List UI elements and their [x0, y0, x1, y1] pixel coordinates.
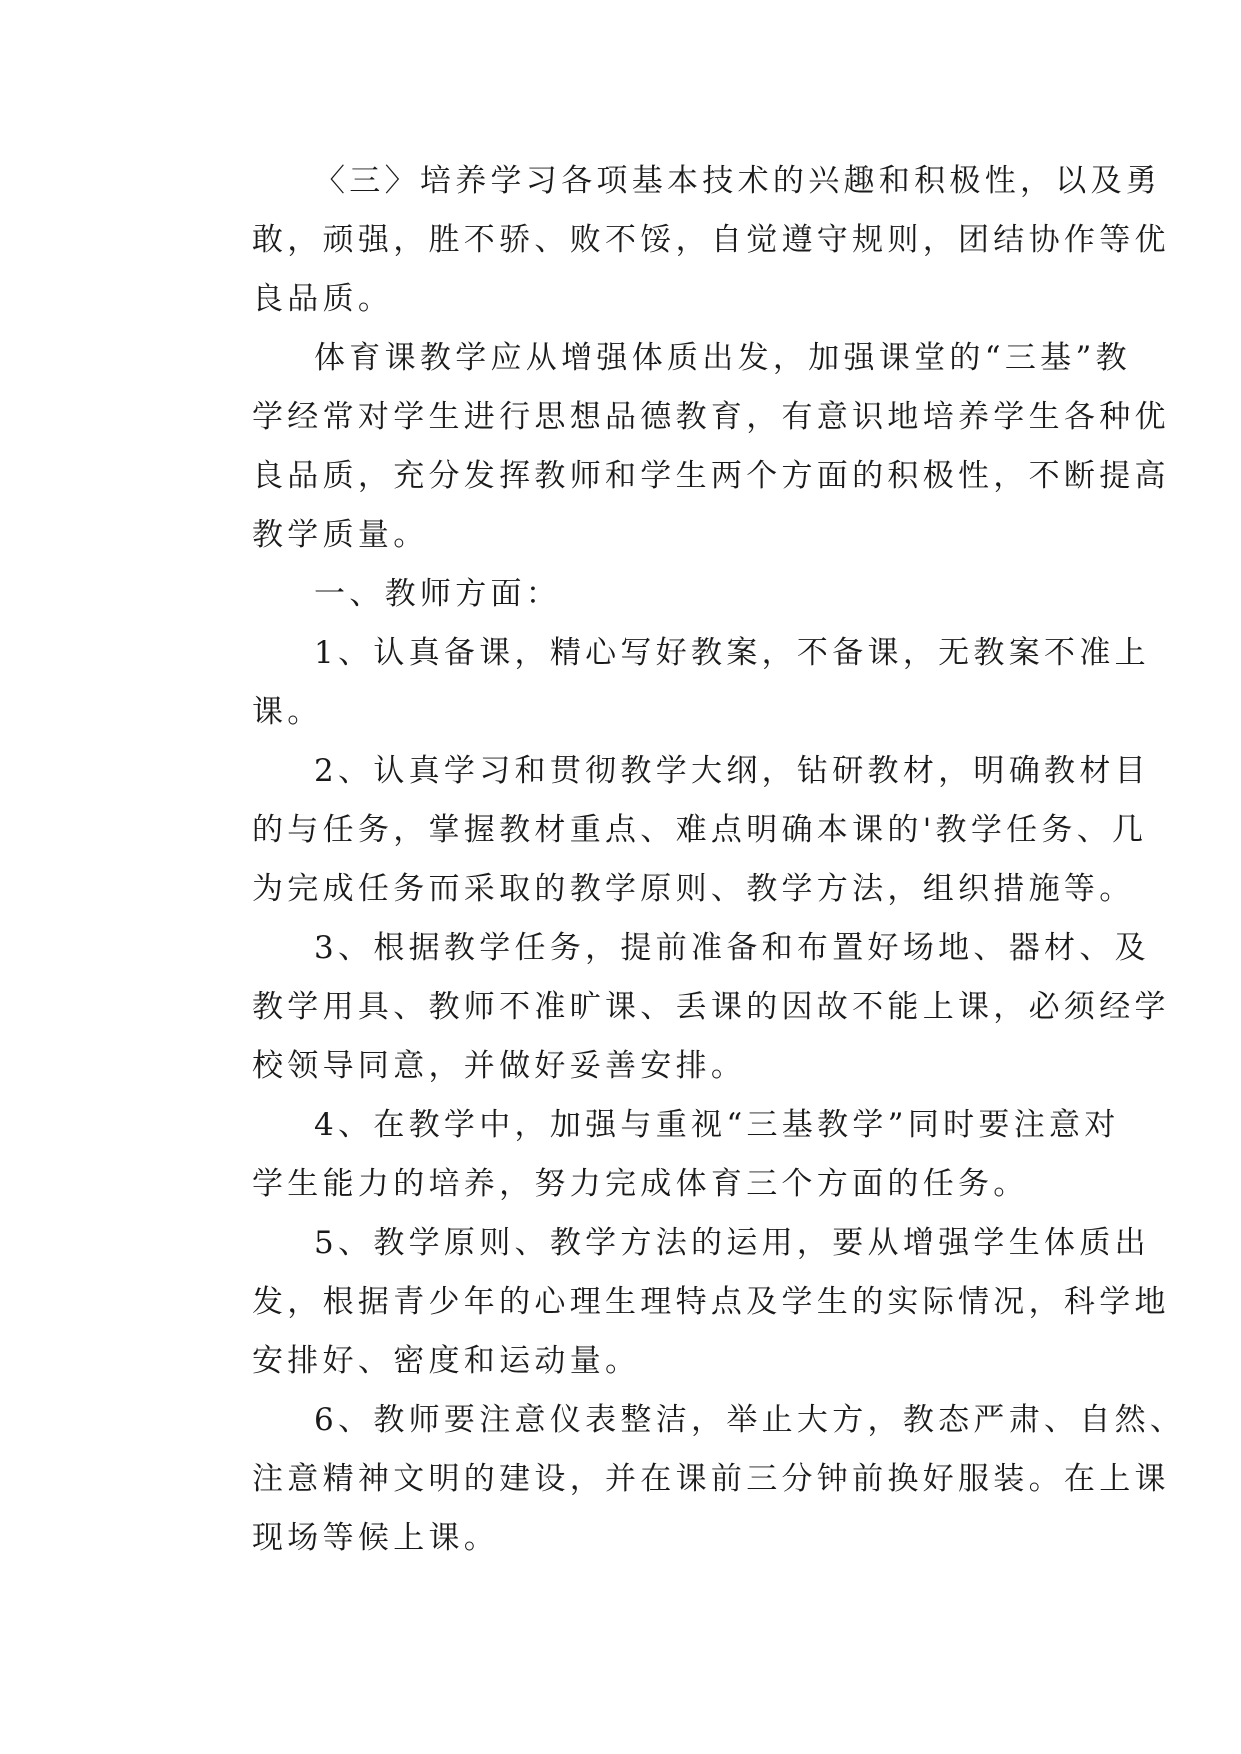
text-line: 5、教学原则、教学方法的运用，要从增强学生体质出 [314, 1225, 1150, 1261]
text-line: 3、根据教学任务，提前准备和布置好场地、器材、及 [314, 930, 1150, 966]
text-line: 〈三〉培养学习各项基本技术的兴趣和积极性，以及勇 [314, 163, 1162, 199]
paragraph-objective-three [190, 152, 1170, 329]
text-line: 现场等候上课。 [252, 1520, 500, 1556]
text-line: 6、教师要注意仪表整洁，举止大方，教态严肃、自然、 [314, 1402, 1186, 1438]
document-body [190, 152, 1186, 1568]
paragraph-pe-teaching-intro [190, 329, 1170, 565]
text-line: 体育课教学应从增强体质出发，加强课堂的“三基”教 [314, 340, 1131, 376]
text-line: 良品质。 [252, 281, 394, 317]
section-heading-teacher [190, 565, 1050, 624]
list-item-4 [190, 1096, 1120, 1214]
text-line: 敢，顽强，胜不骄、败不馁，自觉遵守规则，团结协作等优 [252, 222, 1170, 258]
text-line: 2、认真学习和贯彻教学大纲，钻研教材，明确教材目 [314, 753, 1150, 789]
list-item-3 [190, 919, 1170, 1096]
text-line: 校领导同意，并做好妥善安排。 [252, 1048, 747, 1084]
text-line: 一、教师方面： [314, 576, 562, 612]
text-line: 安排好、密度和运动量。 [252, 1343, 641, 1379]
text-line: 4、在教学中，加强与重视“三基教学”同时要注意对 [314, 1107, 1120, 1143]
list-item-6 [190, 1391, 1186, 1568]
list-item-2 [190, 742, 1150, 919]
text-line: 学生能力的培养，努力完成体育三个方面的任务。 [252, 1166, 1029, 1202]
text-line: 学经常对学生进行思想品德教育，有意识地培养学生各种优 [252, 399, 1170, 435]
text-line: 的与任务，掌握教材重点、难点明确本课的'教学任务、几 [252, 812, 1148, 848]
text-line: 注意精神文明的建设，并在课前三分钟前换好服装。在上课 [252, 1461, 1170, 1497]
text-line: 为完成任务而采取的教学原则、教学方法，组织措施等。 [252, 871, 1135, 907]
text-line: 教学质量。 [252, 517, 429, 553]
text-line: 发，根据青少年的心理生理特点及学生的实际情况，科学地 [252, 1284, 1170, 1320]
text-line: 课。 [252, 694, 323, 730]
list-item-1 [190, 624, 1150, 742]
text-line: 1、认真备课，精心写好教案，不备课，无教案不准上 [314, 635, 1150, 671]
text-line: 教学用具、教师不准旷课、丢课的因故不能上课，必须经学 [252, 989, 1170, 1025]
text-line: 良品质，充分发挥教师和学生两个方面的积极性，不断提高 [252, 458, 1170, 494]
list-item-5 [190, 1214, 1170, 1391]
